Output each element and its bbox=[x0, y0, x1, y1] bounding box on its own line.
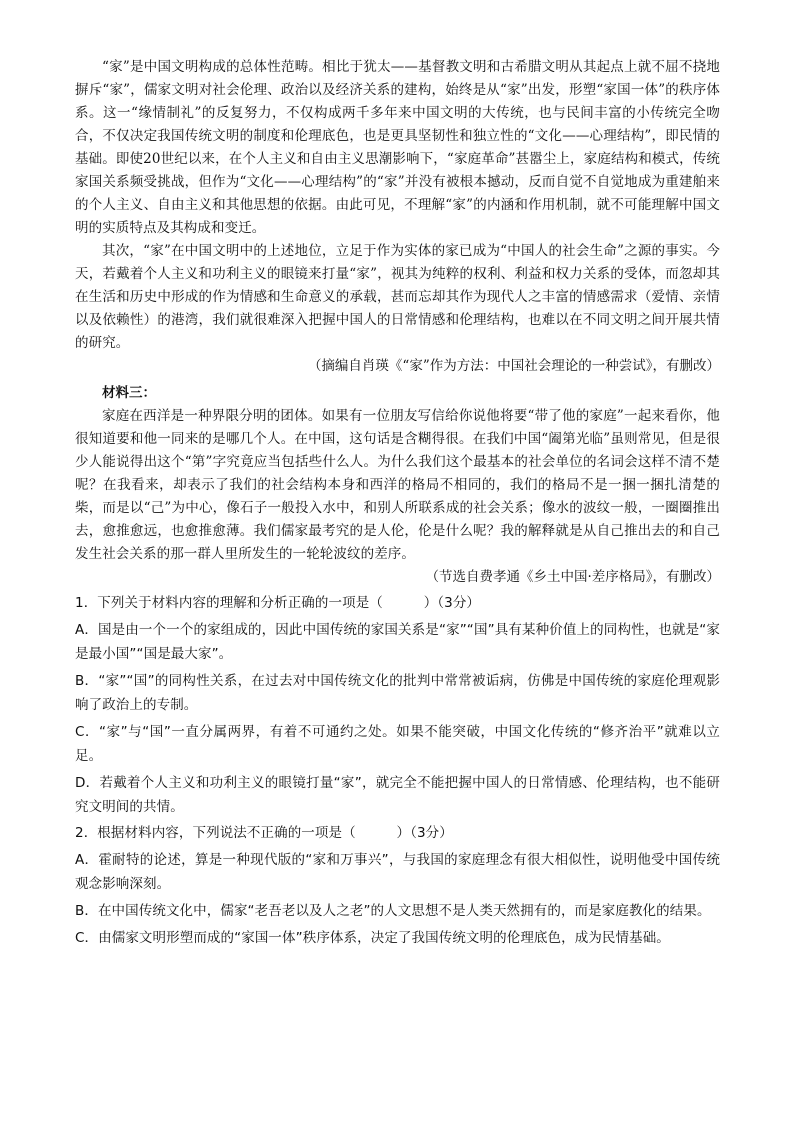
question-1-stem: 1．下列关于材料内容的理解和分析正确的一项是（ ）（3分） bbox=[75, 595, 481, 611]
question-2-stem: 2．根据材料内容，下列说法不正确的一项是（ ）（3分） bbox=[75, 825, 453, 841]
material3-source: （节选自费孝通《乡土中国·差序格局》，有删改） bbox=[425, 569, 720, 585]
material2-paragraph-2: 其次，“家”在中国文明中的上述地位，立足于作为实体的家已成为“中国人的社会生命”之源的事实。今天，若戴着个人主义和功利主义的眼镜来打量“家”，视其为纯粹的权利、利益和权力关系的受体，而忽却其在生活和历史中形成的作为情感和生命意义的承载，甚而忘却其作为现代人之丰富的情感需求（爱情、亲情以及依赖性）的港湾，我们就很难深入把握中国人的日常情感和伦理结构，也难以在不同文明之间开展共情的研究。 bbox=[75, 243, 720, 351]
page-content bbox=[75, 56, 720, 950]
material2-paragraph-1: “家”是中国文明构成的总体性范畴。相比于犹太——基督教文明和古希腊文明从其起点上就不屈不挠地摒斥“家”，儒家文明对社会伦理、政治以及经济关系的建构，始终是从“家”出发，形塑“家国一体”的秩序体系。这一“缘情制礼”的反复努力，不仅构成两千多年来中国文明的大传统，也与民间丰富的小传统完全吻合，不仅决定我国传统文明的制度和伦理底色，也是更具坚韧性和独立性的“文化——心理结构”，即民情的基础。即使20世纪以来，在个人主义和自由主义思潮影响下，“家庭革命”甚嚣尘上，家庭结构和模式，传统家国关系频受挑战，但作为“文化——心理结构”的“家”并没有被根本撼动，反而自觉不自觉地成为重建舶来的个人主义、自由主义和其他思想的依据。由此可见，不理解“家”的内涵和作用机制，就不可能理解中国文明的实质特点及其构成和变迁。 bbox=[75, 59, 720, 236]
question-2-option-a: A．霍耐特的论述，算是一种现代版的“家和万事兴”，与我国的家庭理念有很大相似性，说明他受中国传统观念影响深刻。 bbox=[75, 852, 720, 892]
question-1-option-a: A．国是由一个一个的家组成的，因此中国传统的家国关系是“家”“国”具有某种价值上的同构性，也就是“家是最小国”“国是最大家”。 bbox=[75, 622, 720, 662]
question-1-option-b: B．“家”“国”的同构性关系，在过去对中国传统文化的批判中常常被诟病，仿佛是中国传统的家庭伦理观影响了政治上的专制。 bbox=[75, 673, 720, 713]
question-2-option-c: C．由儒家文明形塑而成的“家国一体”秩序体系，决定了我国传统文明的伦理底色，成为民情基础。 bbox=[75, 930, 670, 946]
material3-heading: 材料三： bbox=[102, 385, 156, 401]
question-1-option-c: C．“家”与“国”一直分属两界，有着不可通约之处。如果不能突破，中国文化传统的“修齐治平”就难以立足。 bbox=[75, 724, 720, 764]
question-1 bbox=[75, 591, 720, 819]
material2-source: （摘编自肖瑛《“家”作为方法：中国社会理论的一种尝试》，有删改） bbox=[307, 358, 720, 374]
question-1-option-d: D．若戴着个人主义和功利主义的眼镜打量“家”，就完全不能把握中国人的日常情感、伦理结构，也不能研究文明间的共情。 bbox=[75, 775, 720, 815]
question-2 bbox=[75, 821, 720, 950]
question-2-option-b: B．在中国传统文化中，儒家“老吾老以及人之老”的人文思想不是人类天然拥有的，而是家庭教化的结果。 bbox=[75, 903, 711, 919]
material3-paragraph-1: 家庭在西洋是一种界限分明的团体。如果有一位朋友写信给你说他将要“带了他的家庭”一起来看你，他很知道要和他一同来的是哪几个人。在中国，这句话是含糊得很。在我们中国“阖第光临”虽则常见，但是很少人能说得出这个“第”字究竟应当包括些什么人。为什么我们这个最基本的社会单位的名词会这样不清不楚呢？在我看来，却表示了我们的社会结构本身和西洋的格局不相同的，我们的格局不是一捆一捆扎清楚的柴，而是以“己”为中心，像石子一般投入水中，和别人所联系成的社会关系；像水的波纹一般，一圈圈推出去，愈推愈远，也愈推愈薄。我们儒家最考究的是人伦，伦是什么呢？我的解释就是从自己推出去的和自己发生社会关系的那一群人里所发生的一轮轮波纹的差序。 bbox=[75, 408, 720, 562]
